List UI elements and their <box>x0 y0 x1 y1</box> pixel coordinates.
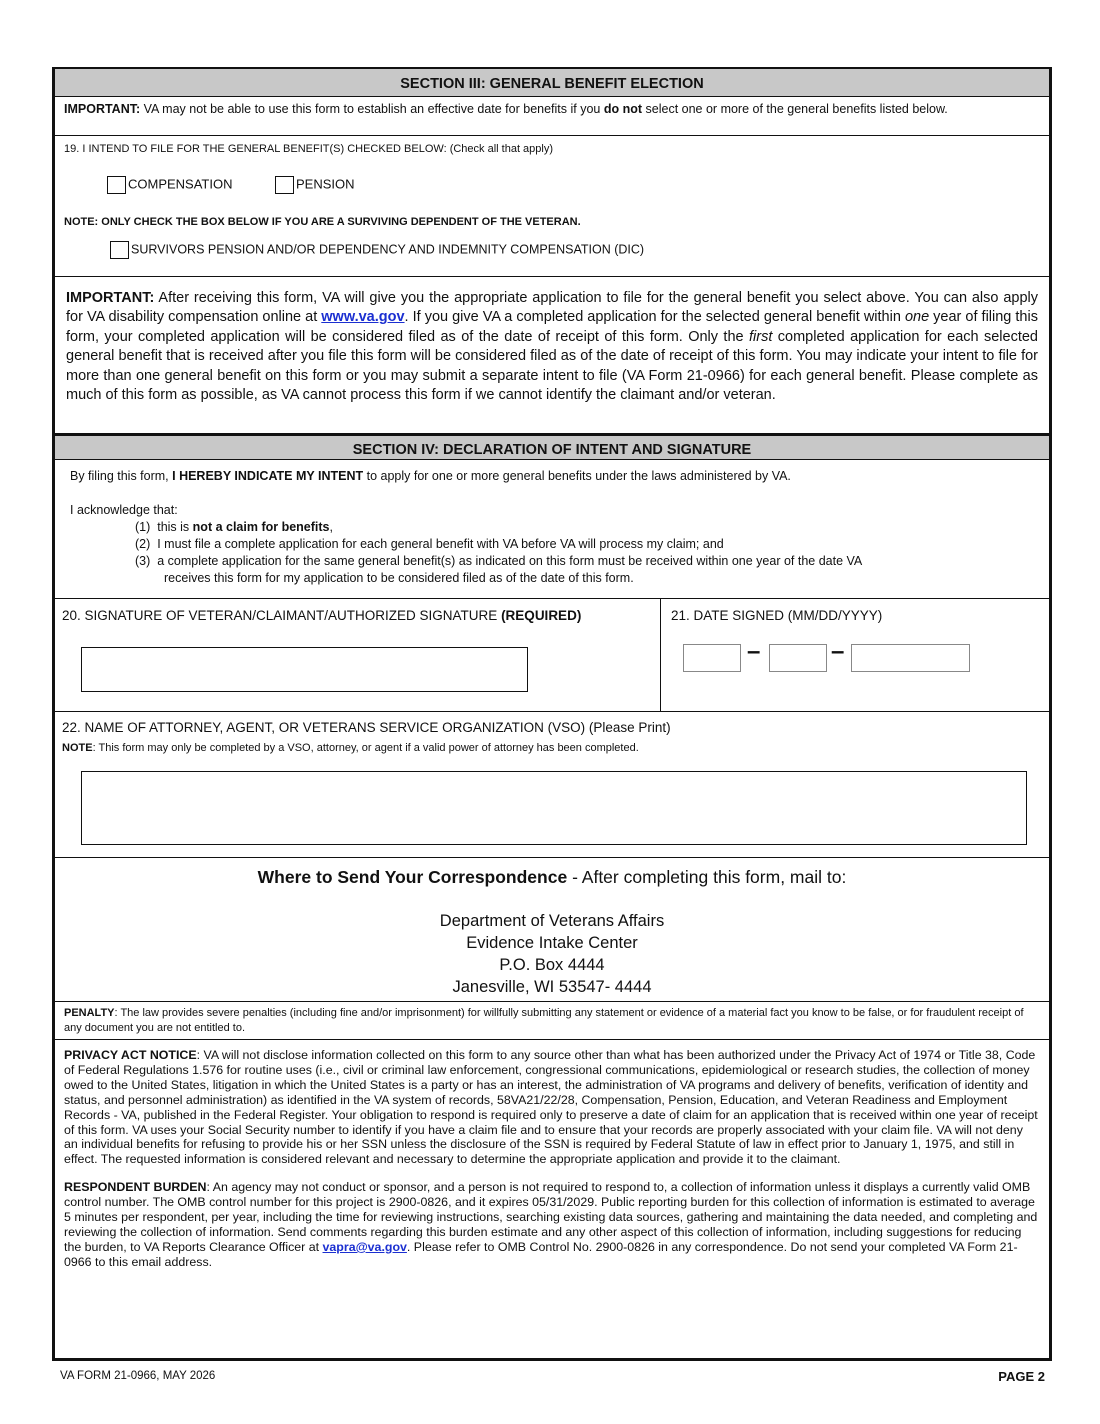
address-line-2: Evidence Intake Center <box>466 934 638 952</box>
mail-address <box>55 910 1049 998</box>
item-22-block <box>55 712 1049 858</box>
item-19-block <box>55 136 1049 277</box>
signature-date-row <box>55 599 1049 712</box>
signature-field[interactable] <box>81 647 528 692</box>
item-20-label: 20. SIGNATURE OF VETERAN/CLAIMANT/AUTHORIZED SIGNATURE (REQUIRED) <box>62 608 582 623</box>
survivors-option[interactable]: SURVIVORS PENSION AND/OR DEPENDENCY AND INDEMNITY COMPENSATION (DIC) <box>110 241 644 259</box>
address-line-4: Janesville, WI 53547- 4444 <box>452 978 652 996</box>
penalty-notice: PENALTY: The law provides severe penalties (including fine and/or imprisonment) for willfully submitting any statement or evidence of a material fact you know to be false, or for fraudulent receipt of any document you are not entitled to. <box>55 1002 1049 1040</box>
item-21-cell <box>662 599 1049 711</box>
date-fields <box>683 638 983 674</box>
address-line-1: Department of Veterans Affairs <box>439 912 665 930</box>
respondent-burden: RESPONDENT BURDEN: An agency may not conduct or sponsor, and a person is not required to respond to, a collection of information unless it displays a currently valid OMB control number. The OMB control number for this project is 2900-0826, and it expires 05/31/2029. Public reporting burden for this collection of information is estimated to average 5 minutes per respondent, per year, including the time for reviewing instructions, searching existing data sources, gathering and maintaining the data needed, and completing and reviewing the collection of information. Send comments regarding this burden estimate and any other aspect of this collection of information, including suggestions for reducing the burden, to VA Reports Clearance Officer at vapra@va.gov. Please refer to OMB Control No. 2900-0826 in any correspondence. Do not send your completed VA Form 21-0966 to this email address. <box>64 1180 1038 1269</box>
item-22-label: 22. NAME OF ATTORNEY, AGENT, OR VETERANS SERVICE ORGANIZATION (VSO) (Please Print) <box>62 720 671 735</box>
declaration-block <box>55 460 1049 599</box>
acknowledge-heading: I acknowledge that: <box>70 503 178 517</box>
important-notice-block: IMPORTANT: After receiving this form, VA will give you the appropriate application to file for the general benefit you select above. You can also apply for VA disability compensation online at www.va.gov. If you give VA a completed application for the selected general benefit within one year of filing this form, your completed application will be considered filed as of the date of receipt of this form. Only the first completed application for each selected general benefit that is received after you file this form will be considered filed as of the date of receipt of this form. You may indicate your intent to file for more than one general benefit on this form or you may submit a separate intent to file (VA Form 21-0966) for each general benefit. Please complete as much of this form as possible, as VA cannot process this form if we cannot identify the claimant and/or veteran. <box>66 290 1038 404</box>
item-21-label: 21. DATE SIGNED (MM/DD/YYYY) <box>671 608 883 623</box>
mail-heading: Where to Send Your Correspondence - After completing this form, mail to: <box>257 867 847 887</box>
pension-option[interactable]: PENSION <box>275 176 355 194</box>
date-separator: – <box>747 638 761 665</box>
form-footer-id: VA FORM 21-0966, MAY 2026 <box>60 1370 216 1382</box>
date-year-field[interactable] <box>851 644 970 672</box>
item-19-label: 19. I INTEND TO FILE FOR THE GENERAL BENEFIT(S) CHECKED BELOW: (Check all that apply) <box>64 143 554 155</box>
compensation-checkbox[interactable] <box>107 176 126 194</box>
item-20-cell <box>55 599 661 711</box>
vapra-email-link[interactable]: vapra@va.gov <box>322 1239 407 1254</box>
ack-item-3-cont: receives this form for my application to be considered filed as of the date of this form. <box>164 571 634 585</box>
form-page <box>52 67 1052 1361</box>
page-number: PAGE 2 <box>998 1369 1045 1384</box>
important-notice-label: IMPORTANT: <box>66 290 155 306</box>
address-line-3: P.O. Box 4444 <box>499 956 605 974</box>
pension-checkbox[interactable] <box>275 176 294 194</box>
date-day-field[interactable] <box>769 644 827 672</box>
section-3-important: IMPORTANT: VA may not be able to use this form to establish an effective date for benefits if you do not select one or more of the general benefits listed below. <box>55 97 1049 136</box>
item-22-note: NOTE: This form may only be completed by a VSO, attorney, or agent if a valid power of attorney has been completed. <box>62 742 639 754</box>
survivors-checkbox[interactable] <box>110 241 129 259</box>
representative-name-field[interactable] <box>81 771 1027 845</box>
ack-item-3: (3) a complete application for the same general benefit(s) as indicated on this form must be received within one year of the date VA <box>135 554 863 568</box>
date-separator: – <box>831 638 845 665</box>
compensation-option[interactable]: COMPENSATION <box>107 176 233 194</box>
intent-statement: By filing this form, I HEREBY INDICATE MY INTENT to apply for one or more general benefits under the laws administered by VA. <box>70 469 791 483</box>
privacy-act-notice: PRIVACY ACT NOTICE: VA will not disclose information collected on this form to any source other than what has been authorized under the Privacy Act of 1974 or Title 38, Code of Federal Regulations 1.576 for routine uses (i.e., civil or criminal law enforcement, congressional communications, epidemiological or research studies, the collection of money owed to the United States, litigation in which the United States is a party or has an interest, the administration of VA programs and delivery of benefits, verification of identity and status, and personnel administration) as identified in the VA system of records, 58VA21/22/28, Compensation, Pension, Education, and Veteran Readiness and Employment Records - VA, published in the Federal Register. Your obligation to respond is required only to preserve a date of claim for an application that is received within one year of receipt of this form. VA uses your Social Security number to identify if you have a claim file and to ensure that your records are properly associated with your claim file. VA will not deny an individual benefits for refusing to provide his or her SSN unless the disclosure of the SSN is required by Federal Statute of law in effect prior to January 1, 1975, and still in effect. The requested information is considered relevant and necessary to determine the appropriate application and provide it to the claimant. <box>64 1048 1038 1167</box>
date-month-field[interactable] <box>683 644 741 672</box>
ack-item-2: (2) I must file a complete application for each general benefit with VA before VA will process my claim; and <box>135 537 724 551</box>
ack-item-1: (1) this is not a claim for benefits, <box>135 520 333 534</box>
surviving-dependent-note: NOTE: ONLY CHECK THE BOX BELOW IF YOU ARE A SURVIVING DEPENDENT OF THE VETERAN. <box>64 216 581 228</box>
privacy-burden-block <box>55 1040 1049 1270</box>
va-gov-link[interactable]: www.va.gov <box>321 309 405 326</box>
mailing-address-block <box>55 858 1049 1002</box>
section-3-header: SECTION III: GENERAL BENEFIT ELECTION <box>55 69 1049 97</box>
section-4-header: SECTION IV: DECLARATION OF INTENT AND SIGNATURE <box>55 433 1049 460</box>
important-label: IMPORTANT: <box>64 102 141 116</box>
